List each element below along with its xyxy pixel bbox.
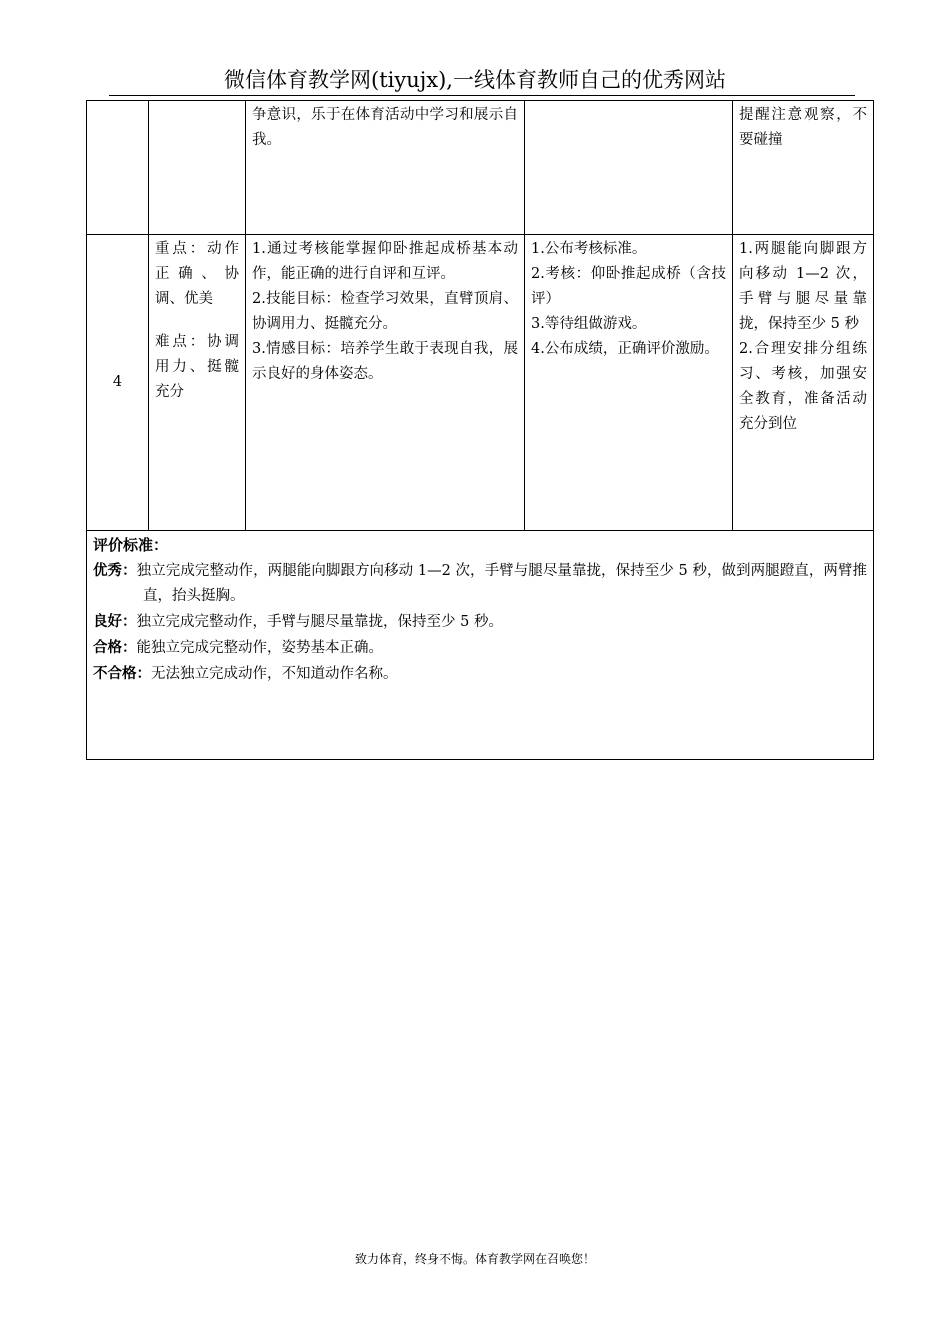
goal-item: 2.技能目标：检查学习效果，直臂顶肩、协调用力、挺髋充分。: [252, 291, 518, 332]
evaluation-cell: [87, 531, 874, 760]
evaluation-text: 独立完成完整动作，手臂与腿尽量靠拢，保持至少 5 秒。: [136, 614, 503, 630]
evaluation-text: 无法独立完成动作，不知道动作名称。: [151, 666, 398, 682]
table-row: [87, 235, 874, 531]
cell-focus: [149, 235, 246, 531]
evaluation-label: 合格：: [93, 639, 137, 656]
method-item: 3.等待组做游戏。: [531, 316, 647, 332]
table-row-evaluation: [87, 531, 874, 760]
cell-notes: 提醒注意观察，不要碰撞: [733, 101, 874, 235]
evaluation-item: [93, 635, 867, 661]
cell-focus: [149, 101, 246, 235]
cell-goals: [246, 235, 525, 531]
evaluation-item: [93, 558, 867, 609]
evaluation-title: 评价标准：: [93, 536, 169, 554]
note-item: 2.合理安排分组练习、考核，加强安全教育，准备活动充分到位: [739, 341, 867, 432]
evaluation-text: 独立完成完整动作，两腿能向脚跟方向移动 1—2 次，手臂与腿尽量靠拢，保持至少 5 秒，做到两腿蹬直，两臂推直，抬头挺胸。: [136, 563, 868, 604]
evaluation-text: 能独立完成完整动作，姿势基本正确。: [136, 640, 383, 656]
evaluation-label: 良好：: [93, 613, 137, 630]
cell-number: 4: [87, 235, 149, 531]
focus-difficult-point: 难点：协调用力、挺髋充分: [155, 334, 239, 400]
note-item: 1.两腿能向脚跟方向移动 1—2 次，手臂与腿尽量靠拢，保持至少 5 秒: [739, 241, 867, 332]
method-item: 1.公布考核标准。: [531, 241, 647, 257]
page-footer: 致力体育，终身不悔。体育教学网在召唤您！: [354, 1252, 595, 1266]
cell-number: [87, 101, 149, 235]
cell-methods: [525, 235, 733, 531]
evaluation-item: [93, 609, 867, 635]
focus-key-point: 重点：动作正确、协调、优美: [155, 241, 239, 307]
evaluation-label: 优秀：: [93, 562, 137, 579]
method-item: 4.公布成绩，正确评价激励。: [531, 341, 719, 357]
goal-item: 3.情感目标：培养学生敢于表现自我，展示良好的身体姿态。: [252, 341, 518, 382]
evaluation-label: 不合格：: [93, 665, 151, 682]
cell-methods: [525, 101, 733, 235]
method-item: 2.考核：仰卧推起成桥（含技评）: [531, 266, 726, 307]
goal-item: 1.通过考核能掌握仰卧推起成桥基本动作，能正确的进行自评和互评。: [252, 241, 518, 282]
header-divider: [109, 95, 855, 96]
page-header: 微信体育教学网(tiyujx),一线体育教师自己的优秀网站: [224, 68, 726, 92]
evaluation-item: [93, 661, 867, 687]
cell-goals: 争意识，乐于在体育活动中学习和展示自我。: [246, 101, 525, 235]
table-row: [87, 101, 874, 235]
cell-notes: [733, 235, 874, 531]
lesson-table: [86, 100, 874, 760]
